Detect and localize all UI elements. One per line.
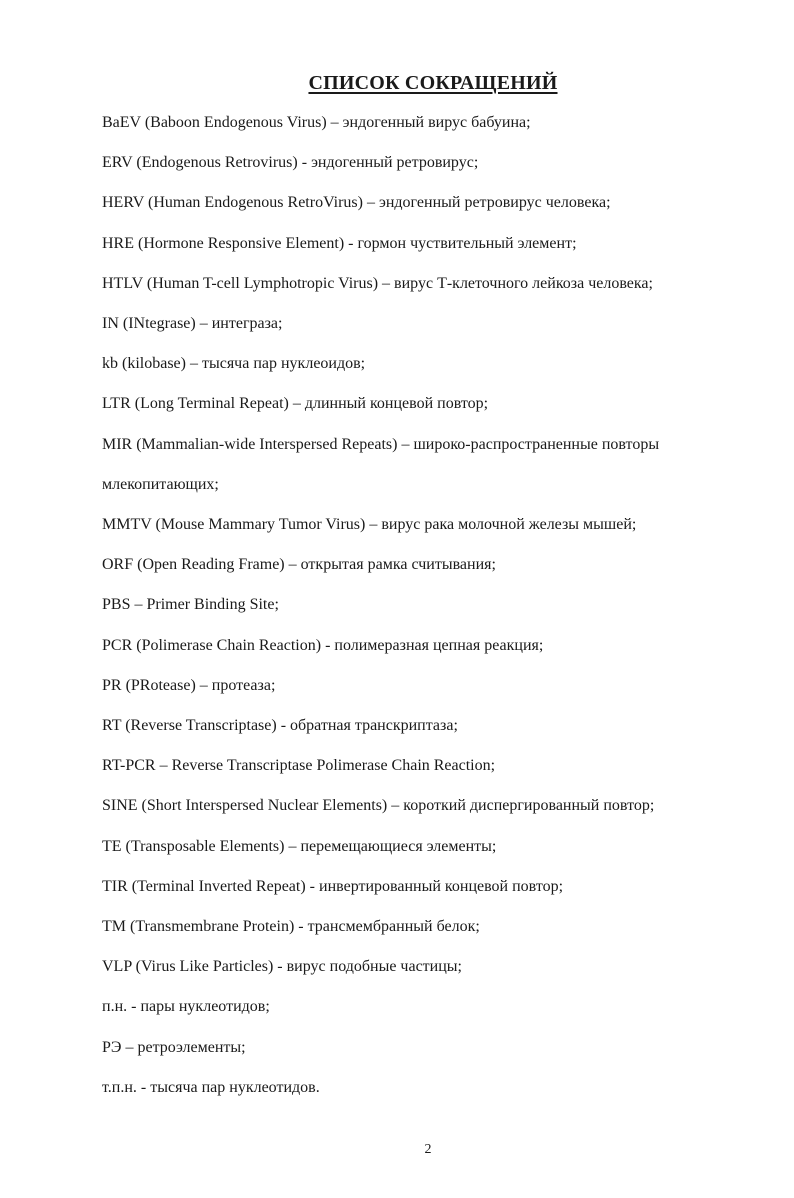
list-item: BaEV (Baboon Endogenous Virus) – эндогенный вирус бабуина; [102,114,531,131]
list-item: HERV (Human Endogenous RetroVirus) – эндогенный ретровирус человека; [102,194,611,212]
list-item: kb (kilobase) – тысяча пар нуклеоидов; [102,355,366,373]
list-item: IN (INtegrase) – интеграза; [102,315,283,333]
list-item-continuation: млекопитающих; [102,475,219,493]
list-item: РЭ – ретроэлементы; [102,1038,246,1056]
list-item: TIR (Terminal Inverted Repeat) - инвертированный концевой повтор; [102,877,564,895]
list-item: PCR (Polimerase Chain Reaction) - полимеразная цепная реакция; [102,636,544,654]
list-item: ERV (Endogenous Retrovirus) - эндогенный ретровирус; [102,154,479,172]
list-item: HTLV (Human T-cell Lymphotropic Virus) – вирус Т-клеточного лейкоза человека; [102,274,653,292]
list-item: PR (PRotease) – протеаза; [102,676,276,694]
list-item: т.п.н. - тысяча пар нуклеотидов. [102,1078,320,1096]
list-item: SINE (Short Interspersed Nuclear Elements) – короткий диспергированный повтор; [102,797,655,815]
list-item: HRE (Hormone Responsive Element) - гормон чуствительный элемент; [102,234,577,252]
list-item: RT-PCR – Reverse Transcriptase Polimerase Chain Reaction; [102,757,496,775]
page-number: 2 [424,1142,432,1157]
list-item: MMTV (Mouse Mammary Tumor Virus) – вирус рака молочной железы мышей; [102,516,637,534]
page-title: СПИСОК СОКРАЩЕНИЙ [308,72,558,94]
list-item: TM (Transmembrane Protein) - трансмембранный белок; [102,918,480,936]
list-item: RT (Reverse Transcriptase) - обратная транскриптаза; [102,717,458,735]
list-item: PBS – Primer Binding Site; [102,596,279,614]
list-item: ORF (Open Reading Frame) – открытая рамка считывания; [102,556,496,574]
list-item: LTR (Long Terminal Repeat) – длинный концевой повтор; [102,395,489,413]
list-item: п.н. - пары нуклеотидов; [102,998,270,1016]
list-item: VLP (Virus Like Particles) - вирус подобные частицы; [102,958,462,976]
abbreviation-list [102,103,722,1108]
list-item: TE (Transposable Elements) – перемещающиеся элементы; [102,837,497,855]
list-item: MIR (Mammalian-wide Interspersed Repeats) – широко-распространенные повторы [102,435,660,453]
